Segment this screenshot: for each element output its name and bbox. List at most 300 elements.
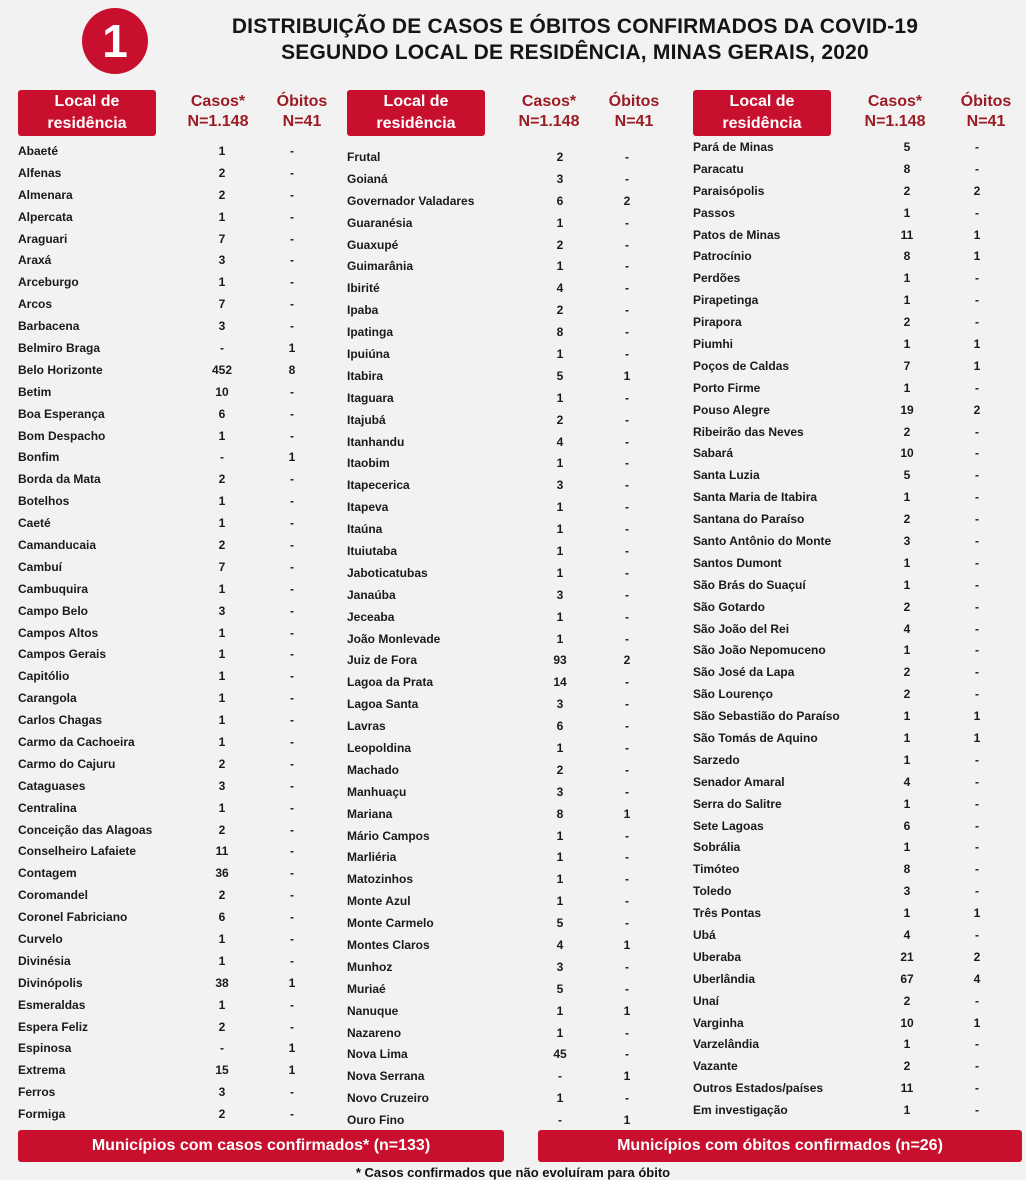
municipio-name: Ferros [18, 1085, 56, 1100]
municipio-name: Goianá [347, 171, 388, 186]
table-row [18, 337, 334, 359]
table-row [18, 162, 334, 184]
table-row [347, 803, 671, 825]
table-column-3 [693, 88, 1023, 1125]
table-row [18, 578, 334, 600]
municipio-name: Monte Carmelo [347, 916, 434, 931]
municipio-name: Carlos Chagas [18, 713, 103, 728]
obitos-value: - [290, 231, 294, 246]
table-row [347, 562, 671, 584]
casos-value: 4 [903, 774, 911, 789]
casos-value: 8 [903, 161, 911, 176]
obitos-value: - [625, 587, 629, 602]
municipio-name: São Gotardo [693, 599, 766, 614]
table-row [18, 534, 334, 556]
table-row [347, 628, 671, 650]
obitos-value: - [290, 932, 294, 946]
casos-value: 67 [900, 971, 914, 986]
casos-value: 2 [218, 165, 226, 180]
casos-value: 1 [218, 997, 226, 1012]
casos-value: 1 [218, 800, 226, 815]
table-row [18, 1016, 334, 1038]
obitos-value: - [290, 297, 294, 312]
obitos-value: - [625, 500, 629, 515]
obitos-value: - [975, 555, 979, 570]
municipio-name: Marliéria [347, 850, 397, 865]
municipio-name: São Sebastião do Paraíso [693, 709, 840, 724]
column-header [18, 88, 334, 140]
table-row [693, 333, 1023, 355]
table-row [18, 1103, 334, 1125]
table-row [347, 540, 671, 562]
municipio-name: Bonfim [18, 450, 60, 465]
table-row [347, 299, 671, 321]
table-row [18, 622, 334, 644]
casos-value: 1 [556, 894, 564, 909]
municipio-name: Manhuaçu [347, 784, 407, 799]
obitos-value: - [290, 713, 294, 728]
casos-value: - [558, 1069, 562, 1084]
table-row [18, 884, 334, 906]
obitos-value: - [290, 1019, 294, 1034]
municipio-name: Araxá [18, 253, 52, 268]
casos-value: 8 [556, 806, 564, 821]
obitos-value: - [290, 428, 294, 443]
casos-value: 1 [218, 494, 226, 509]
column-header [347, 88, 671, 140]
casos-value: 3 [556, 587, 564, 602]
obitos-value: - [975, 533, 979, 548]
municipio-name: Coromandel [18, 888, 89, 903]
municipio-name: Itajubá [347, 412, 386, 427]
obitos-value: - [975, 468, 979, 483]
table-row [693, 1055, 1023, 1077]
casos-value: 1 [556, 828, 564, 843]
table-row [18, 687, 334, 709]
municipio-name: Nova Serrana [347, 1069, 425, 1084]
municipio-name: Curvelo [18, 932, 63, 946]
casos-value: 2 [903, 1059, 911, 1074]
casos-value: 3 [218, 319, 226, 334]
casos-value: 1 [556, 740, 564, 755]
municipio-name: Lavras [347, 719, 386, 734]
casos-value: 1 [218, 143, 226, 158]
casos-value: 21 [900, 949, 914, 964]
municipio-name: Santa Maria de Itabira [693, 490, 818, 505]
table-row [693, 464, 1023, 486]
casos-value: 4 [556, 938, 564, 952]
casos-value: 1 [903, 906, 911, 921]
casos-value: 5 [903, 468, 911, 483]
casos-value: 38 [215, 975, 229, 990]
casos-value: 1 [556, 1025, 564, 1040]
municipio-name: Coronel Fabriciano [18, 910, 128, 925]
obitos-value: - [625, 762, 629, 777]
municipio-name: Pirapetinga [693, 293, 759, 308]
table-row [18, 249, 334, 271]
municipio-name: Timóteo [693, 862, 740, 877]
obitos-value: 1 [288, 975, 296, 990]
obitos-value: - [975, 1059, 979, 1074]
table-row [347, 518, 671, 540]
table-row [693, 136, 1023, 158]
municipio-name: Pará de Minas [693, 139, 774, 154]
obitos-value: - [975, 271, 979, 286]
casos-value: 4 [556, 281, 564, 296]
municipio-name: Patos de Minas [693, 227, 781, 242]
obitos-value: - [625, 456, 629, 471]
table-column-2 [347, 88, 671, 1128]
municipio-name: Ibirité [347, 281, 380, 296]
casos-value: 11 [900, 1081, 914, 1096]
municipio-name: Santos Dumont [693, 555, 782, 570]
table-row [693, 946, 1023, 968]
casos-value: 2 [556, 303, 564, 318]
table-row [347, 1000, 671, 1022]
municipio-name: Piumhi [693, 336, 734, 351]
table-row [693, 858, 1023, 880]
obitos-value: - [290, 997, 294, 1012]
municipio-name: Guaranésia [347, 215, 413, 230]
casos-value: 19 [900, 402, 914, 417]
table-row [18, 731, 334, 753]
casos-value: 2 [218, 187, 226, 202]
casos-value: 7 [903, 358, 911, 373]
municipio-name: Campos Altos [18, 625, 99, 640]
casos-value: 2 [556, 237, 564, 252]
casos-value: - [220, 450, 224, 465]
obitos-value: - [290, 822, 294, 837]
municipio-name: Belo Horizonte [18, 362, 103, 377]
footer-municipios-obitos: Municípios com óbitos confirmados (n=26) [538, 1130, 1022, 1162]
municipio-name: Itabira [347, 368, 384, 383]
table-row [693, 355, 1023, 377]
municipio-name: Uberaba [693, 949, 742, 964]
table-row [693, 880, 1023, 902]
casos-value: 2 [218, 1019, 226, 1034]
casos-value: 2 [218, 756, 226, 771]
footer-municipios-casos: Municípios com casos confirmados* (n=133) [18, 1130, 504, 1162]
casos-value: 2 [903, 315, 911, 330]
casos-value: 1 [903, 336, 911, 351]
obitos-value: 1 [973, 249, 981, 264]
casos-value: 1 [218, 581, 226, 596]
obitos-value: - [975, 1037, 979, 1052]
obitos-value: - [625, 171, 629, 186]
municipio-name: Arceburgo [18, 275, 79, 290]
casos-value: 1 [903, 1037, 911, 1052]
casos-value: 3 [903, 533, 911, 548]
municipio-name: Três Pontas [693, 906, 762, 921]
obitos-value: - [290, 625, 294, 640]
obitos-value: 4 [973, 971, 981, 986]
municipio-name: São João del Rei [693, 621, 790, 636]
municipio-name: Guimarânia [347, 259, 414, 274]
table-row [18, 643, 334, 665]
municipio-name: Almenara [18, 187, 73, 202]
table-row [18, 425, 334, 447]
municipio-name: São José da Lapa [693, 665, 795, 680]
obitos-value: - [625, 828, 629, 843]
table-row [18, 315, 334, 337]
obitos-value: 1 [973, 730, 981, 745]
table-row [18, 862, 334, 884]
obitos-value: - [975, 1081, 979, 1096]
casos-value: 1 [903, 380, 911, 395]
table-rows [18, 140, 334, 1125]
municipio-name: Pirapora [693, 315, 742, 330]
obitos-value: 1 [973, 906, 981, 921]
municipio-name: Bom Despacho [18, 428, 106, 443]
table-row [347, 1022, 671, 1044]
table-row [347, 978, 671, 1000]
table-row [18, 1059, 334, 1081]
table-row [347, 912, 671, 934]
municipio-name: Em investigação [693, 1103, 788, 1118]
obitos-value: - [290, 581, 294, 596]
municipio-name: Passos [693, 205, 736, 220]
table-row [693, 377, 1023, 399]
casos-value: 2 [218, 822, 226, 837]
municipio-name: Campo Belo [18, 603, 89, 618]
obitos-value: 2 [623, 653, 631, 668]
obitos-value: - [625, 565, 629, 580]
table-row [693, 1012, 1023, 1034]
obitos-value: - [625, 916, 629, 931]
obitos-value: 1 [623, 1113, 631, 1128]
municipio-name: Juiz de Fora [347, 653, 418, 668]
obitos-value: - [290, 384, 294, 399]
obitos-value: - [290, 559, 294, 574]
municipio-name: Divinésia [18, 953, 71, 968]
table-row [347, 1065, 671, 1087]
casos-value: 1 [218, 516, 226, 531]
obitos-value: - [625, 1091, 629, 1106]
municipio-name: Governador Valadares [347, 193, 475, 208]
municipio-name: Borda da Mata [18, 472, 101, 487]
casos-value: 1 [903, 271, 911, 286]
municipio-name: Capitólio [18, 669, 70, 684]
obitos-value: 2 [973, 183, 981, 198]
casos-value: 3 [903, 884, 911, 899]
casos-value: 5 [556, 981, 564, 996]
table-row [693, 1077, 1023, 1099]
obitos-value: - [625, 412, 629, 427]
obitos-value: - [290, 669, 294, 684]
casos-value: 2 [903, 993, 911, 1008]
obitos-value: - [625, 215, 629, 230]
casos-value: 3 [556, 478, 564, 493]
casos-value: 1 [556, 500, 564, 515]
table-row [18, 819, 334, 841]
table-row [693, 661, 1023, 683]
obitos-value: - [975, 315, 979, 330]
table-row [347, 693, 671, 715]
table-row [347, 584, 671, 606]
table-row [18, 994, 334, 1016]
table-row [347, 649, 671, 671]
table-row [693, 837, 1023, 859]
municipio-name: Outros Estados/países [693, 1081, 824, 1096]
table-row [693, 245, 1023, 267]
table-row [347, 890, 671, 912]
casos-value: 2 [903, 424, 911, 439]
table-row [347, 781, 671, 803]
obitos-value: - [625, 281, 629, 296]
municipio-name: Mário Campos [347, 828, 430, 843]
table-row [693, 1099, 1023, 1121]
obitos-value: - [290, 691, 294, 706]
table-row [693, 311, 1023, 333]
table-row [347, 737, 671, 759]
casos-value: 1 [218, 713, 226, 728]
municipio-name: Varzelândia [693, 1037, 760, 1052]
municipio-name: Carmo do Cajuru [18, 756, 116, 771]
table-row [693, 793, 1023, 815]
obitos-value: 2 [623, 193, 631, 208]
casos-value: 4 [903, 928, 911, 942]
table-row [347, 212, 671, 234]
municipio-name: Caeté [18, 516, 51, 531]
obitos-value: - [975, 205, 979, 220]
casos-value: 1 [556, 850, 564, 865]
header-local-residencia: Local de residência [693, 90, 831, 136]
obitos-value: - [290, 275, 294, 290]
municipio-name: Espera Feliz [18, 1019, 89, 1034]
casos-value: 5 [556, 368, 564, 383]
casos-value: 6 [218, 406, 226, 421]
header-casos: Casos* N=1.148 [518, 93, 580, 130]
table-row [18, 512, 334, 534]
casos-value: 11 [900, 227, 914, 242]
municipio-name: Sete Lagoas [693, 818, 764, 833]
casos-value: 1 [218, 734, 226, 749]
obitos-value: 1 [623, 1003, 631, 1018]
casos-value: 2 [218, 888, 226, 903]
obitos-value: - [975, 446, 979, 461]
obitos-value: - [290, 1085, 294, 1100]
municipio-name: Cambuquira [18, 581, 89, 596]
table-row [347, 496, 671, 518]
municipio-name: Ipuiúna [347, 346, 390, 361]
municipio-name: Arcos [18, 297, 53, 312]
casos-value: 2 [218, 537, 226, 552]
casos-value: 1 [218, 275, 226, 290]
table-row [347, 606, 671, 628]
municipio-name: São Tomás de Aquino [693, 730, 818, 745]
table-row [347, 234, 671, 256]
obitos-value: - [290, 778, 294, 793]
obitos-value: - [625, 740, 629, 755]
obitos-value: - [290, 143, 294, 158]
municipio-name: Pouso Alegre [693, 402, 770, 417]
obitos-value: - [975, 139, 979, 154]
casos-value: 1 [556, 609, 564, 624]
obitos-value: - [975, 577, 979, 592]
table-row [347, 956, 671, 978]
obitos-value: - [975, 993, 979, 1008]
municipio-name: Cataguases [18, 778, 86, 793]
table-row [693, 990, 1023, 1012]
municipio-name: Vazante [693, 1059, 738, 1074]
table-row [693, 508, 1023, 530]
municipio-name: Sarzedo [693, 752, 740, 767]
municipio-name: Contagem [18, 866, 77, 881]
casos-value: 1 [903, 752, 911, 767]
casos-value: 1 [556, 565, 564, 580]
table-row [18, 556, 334, 578]
municipio-name: Ouro Fino [347, 1113, 405, 1128]
obitos-value: 1 [623, 368, 631, 383]
municipio-name: Janaúba [347, 587, 396, 602]
casos-value: 1 [903, 205, 911, 220]
table-row [18, 600, 334, 622]
obitos-value: - [975, 752, 979, 767]
municipio-name: Carmo da Cachoeira [18, 734, 135, 749]
table-row [18, 775, 334, 797]
obitos-value: - [290, 472, 294, 487]
page-title [160, 14, 990, 66]
municipio-name: Paracatu [693, 161, 744, 176]
obitos-value: - [975, 161, 979, 176]
municipio-name: João Monlevade [347, 631, 441, 646]
obitos-value: 1 [973, 1015, 981, 1030]
municipio-name: Belmiro Braga [18, 340, 101, 355]
municipio-name: Formiga [18, 1107, 66, 1122]
casos-value: - [220, 1041, 224, 1056]
obitos-value: - [975, 774, 979, 789]
municipio-name: Espinosa [18, 1041, 72, 1056]
table-row [693, 1034, 1023, 1056]
table-row [347, 409, 671, 431]
table-row [18, 359, 334, 381]
casos-value: 7 [218, 297, 226, 312]
municipio-name: Conceição das Alagoas [18, 822, 153, 837]
table-row [347, 1044, 671, 1066]
table-row [347, 474, 671, 496]
table-row [18, 950, 334, 972]
table-row [347, 321, 671, 343]
obitos-value: 1 [973, 358, 981, 373]
obitos-value: - [975, 1103, 979, 1118]
casos-value: 14 [553, 675, 567, 690]
obitos-value: - [625, 719, 629, 734]
municipio-name: Itapecerica [347, 478, 410, 493]
obitos-value: - [290, 756, 294, 771]
municipio-name: Itaobim [347, 456, 390, 471]
table-row [18, 665, 334, 687]
municipio-name: Porto Firme [693, 380, 761, 395]
casos-value: 1 [903, 293, 911, 308]
table-row [693, 902, 1023, 924]
municipio-name: São Lourenço [693, 687, 774, 702]
casos-value: 1 [556, 872, 564, 887]
municipio-name: Munhoz [347, 959, 393, 974]
casos-value: 1 [556, 456, 564, 471]
table-row [347, 847, 671, 869]
casos-value: 2 [903, 599, 911, 614]
obitos-value: - [290, 910, 294, 925]
table-row [693, 202, 1023, 224]
obitos-value: - [975, 687, 979, 702]
obitos-value: - [625, 609, 629, 624]
table-row [693, 530, 1023, 552]
casos-value: 11 [215, 844, 229, 859]
obitos-value: 2 [973, 949, 981, 964]
casos-value: 3 [218, 1085, 226, 1100]
obitos-value: - [625, 237, 629, 252]
obitos-value: - [625, 631, 629, 646]
